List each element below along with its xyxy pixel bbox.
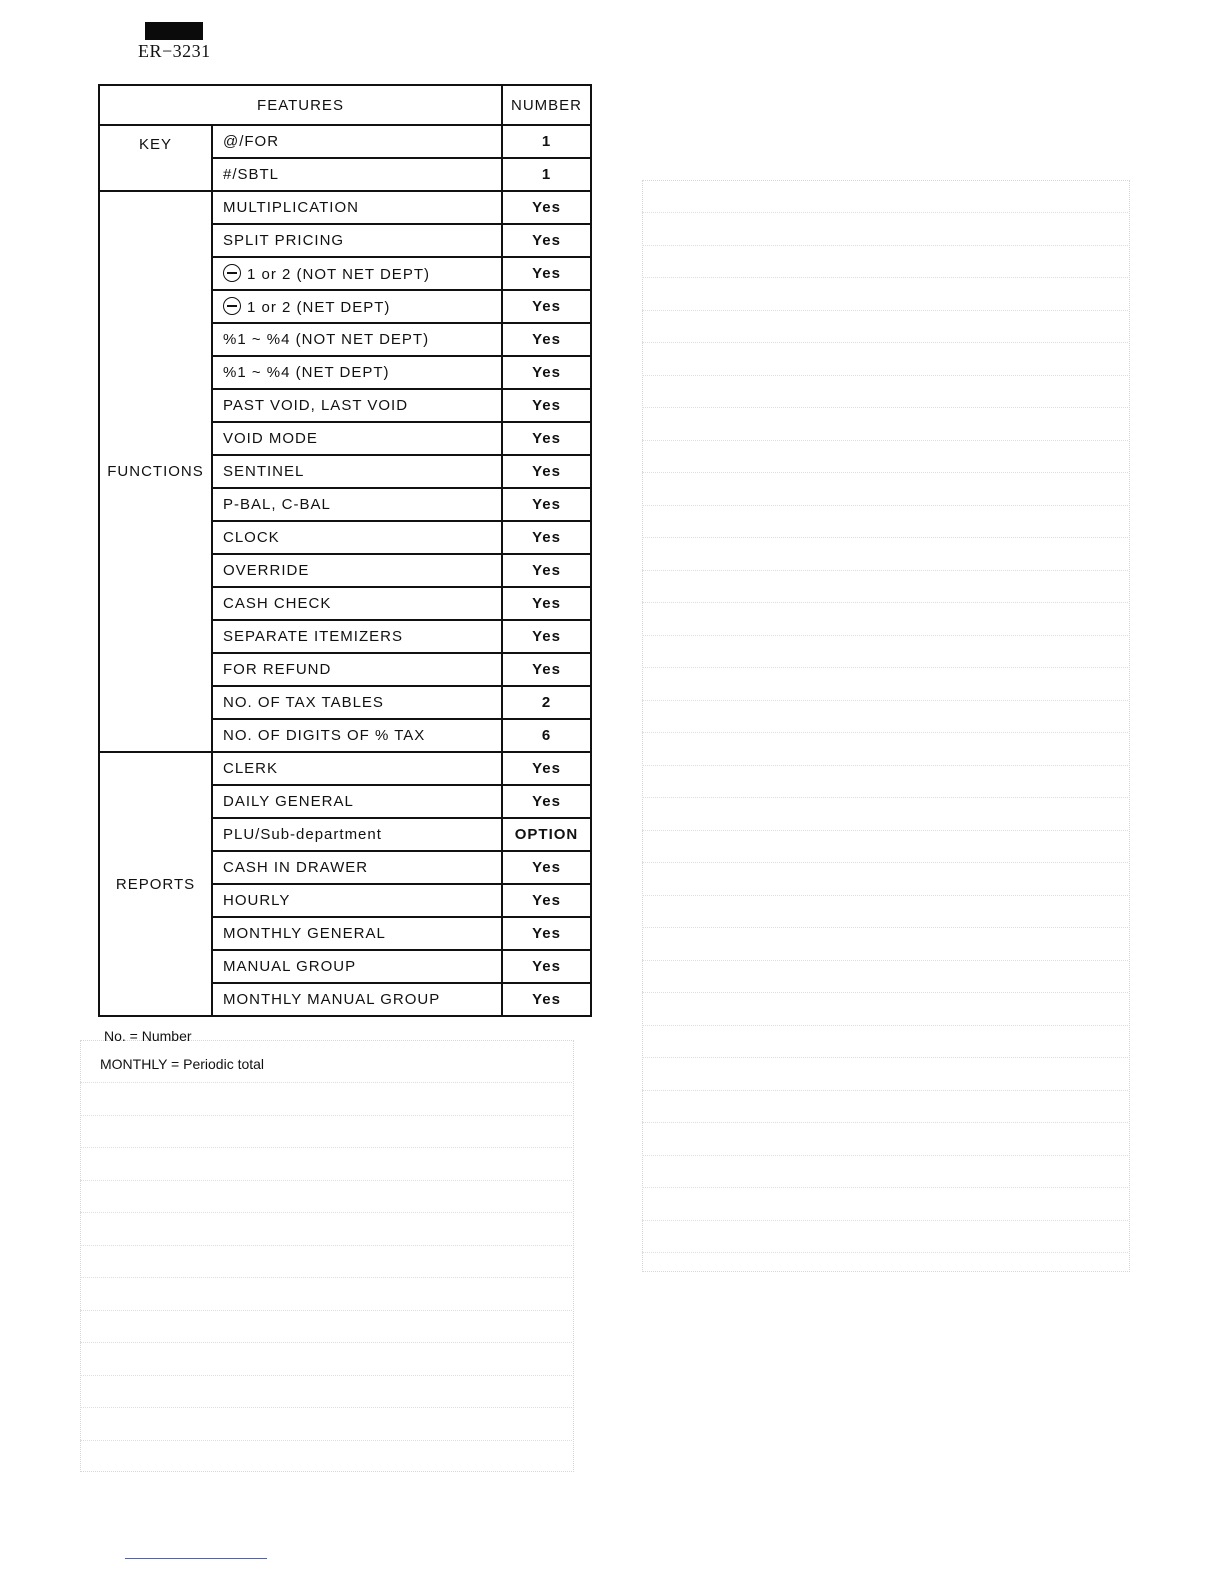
- feature-label: #/SBTL: [223, 166, 280, 183]
- feature-label: DAILY GENERAL: [223, 793, 354, 810]
- feature-cell: [212, 290, 502, 323]
- feature-cell: [212, 224, 502, 257]
- bleed-through-line: [642, 472, 1128, 473]
- feature-cell: [212, 950, 502, 983]
- bleed-through-line: [642, 375, 1128, 376]
- number-cell: OPTION: [502, 818, 591, 851]
- features-table: [98, 84, 592, 1017]
- number-cell: Yes: [502, 884, 591, 917]
- table-row: [99, 191, 591, 224]
- feature-label: FOR REFUND: [223, 661, 332, 678]
- number-cell: 2: [502, 686, 591, 719]
- feature-cell: [212, 587, 502, 620]
- bleed-through-line: [642, 1187, 1128, 1188]
- number-cell: Yes: [502, 422, 591, 455]
- feature-cell: [212, 917, 502, 950]
- feature-cell: [212, 422, 502, 455]
- feature-label: HOURLY: [223, 892, 291, 909]
- feature-cell: [212, 851, 502, 884]
- feature-cell: [212, 125, 502, 158]
- number-cell: 1: [502, 125, 591, 158]
- bleed-through-line: [80, 1407, 572, 1408]
- bleed-through-line: [642, 602, 1128, 603]
- bleed-through-line: [80, 1310, 572, 1311]
- bleed-through-line: [642, 700, 1128, 701]
- bleed-through-line: [642, 1025, 1128, 1026]
- bleed-through-line: [642, 505, 1128, 506]
- bleed-through-line: [642, 862, 1128, 863]
- number-cell: Yes: [502, 323, 591, 356]
- bleed-through-line: [80, 1440, 572, 1441]
- feature-label: MULTIPLICATION: [223, 199, 359, 216]
- feature-cell: [212, 158, 502, 191]
- bleed-through-line: [80, 1082, 572, 1083]
- footnote-number: No. = Number: [104, 1028, 192, 1044]
- feature-label: CASH CHECK: [223, 595, 332, 612]
- bleed-through-line: [642, 570, 1128, 571]
- number-cell: 1: [502, 158, 591, 191]
- footnote-monthly: MONTHLY = Periodic total: [100, 1056, 265, 1072]
- feature-label: NO. OF DIGITS OF % TAX: [223, 727, 426, 744]
- feature-label: CLOCK: [223, 529, 280, 546]
- feature-label: @/FOR: [223, 133, 280, 150]
- bleed-through-line: [642, 1220, 1128, 1221]
- feature-cell: [212, 983, 502, 1016]
- bleed-through-line: [642, 667, 1128, 668]
- feature-label: CLERK: [223, 760, 279, 777]
- feature-cell: [212, 785, 502, 818]
- bleed-through-line: [642, 927, 1128, 928]
- feature-label: %1 ~ %4 (NOT NET DEPT): [223, 331, 430, 348]
- table-header-row: [99, 85, 591, 125]
- feature-cell: [212, 521, 502, 554]
- number-cell: Yes: [502, 521, 591, 554]
- minus-circle-icon: [223, 297, 241, 315]
- feature-label: MONTHLY MANUAL GROUP: [223, 991, 441, 1008]
- feature-label: NO. OF TAX TABLES: [223, 694, 384, 711]
- feature-label: %1 ~ %4 (NET DEPT): [223, 364, 390, 381]
- black-label-block: [145, 22, 203, 40]
- feature-label: 1 or 2 (NET DEPT): [247, 299, 391, 316]
- feature-cell: [212, 455, 502, 488]
- feature-label: CASH IN DRAWER: [223, 859, 369, 876]
- minus-circle-icon: [223, 264, 241, 282]
- bleed-through-line: [642, 245, 1128, 246]
- bleed-through-line: [642, 277, 1128, 278]
- number-cell: Yes: [502, 620, 591, 653]
- bleed-through-line: [80, 1277, 572, 1278]
- feature-label: VOID MODE: [223, 430, 318, 447]
- feature-cell: [212, 488, 502, 521]
- bleed-through-line: [642, 635, 1128, 636]
- features-column-header: FEATURES: [99, 85, 502, 125]
- bleed-through-line: [642, 537, 1128, 538]
- bleed-through-line: [642, 407, 1128, 408]
- bleed-through-line: [642, 1155, 1128, 1156]
- feature-label: MONTHLY GENERAL: [223, 925, 386, 942]
- footer-rule: [125, 1558, 267, 1559]
- bleed-through-line: [642, 342, 1128, 343]
- feature-cell: [212, 620, 502, 653]
- bleed-through-line: [642, 797, 1128, 798]
- bleed-through-line: [642, 895, 1128, 896]
- bleed-through-line: [80, 1375, 572, 1376]
- bleed-through-line: [642, 830, 1128, 831]
- bleed-through-line: [80, 1342, 572, 1343]
- number-cell: Yes: [502, 257, 591, 290]
- bleed-through-line: [642, 960, 1128, 961]
- number-cell: Yes: [502, 983, 591, 1016]
- number-cell: Yes: [502, 554, 591, 587]
- feature-cell: [212, 356, 502, 389]
- bleed-through-line: [642, 212, 1128, 213]
- footnotes: [100, 1022, 264, 1078]
- feature-cell: [212, 323, 502, 356]
- category-cell: FUNCTIONS: [99, 191, 212, 752]
- bleed-through-line: [642, 310, 1128, 311]
- number-cell: Yes: [502, 389, 591, 422]
- number-cell: Yes: [502, 455, 591, 488]
- feature-label: OVERRIDE: [223, 562, 310, 579]
- bleed-through-line: [80, 1180, 572, 1181]
- bleed-through-line: [642, 1090, 1128, 1091]
- feature-label: MANUAL GROUP: [223, 958, 357, 975]
- feature-label: SPLIT PRICING: [223, 232, 345, 249]
- table-row: [99, 125, 591, 158]
- feature-cell: [212, 719, 502, 752]
- bleed-through-line: [80, 1147, 572, 1148]
- number-cell: Yes: [502, 191, 591, 224]
- bleed-through-line: [80, 1245, 572, 1246]
- table-row: [99, 752, 591, 785]
- bleed-through-line: [642, 1252, 1128, 1253]
- feature-cell: [212, 818, 502, 851]
- bleed-through-line: [642, 765, 1128, 766]
- number-cell: Yes: [502, 488, 591, 521]
- feature-label: SENTINEL: [223, 463, 305, 480]
- feature-cell: [212, 191, 502, 224]
- feature-cell: [212, 884, 502, 917]
- number-cell: Yes: [502, 917, 591, 950]
- feature-cell: [212, 389, 502, 422]
- bleed-through-line: [80, 1115, 572, 1116]
- bleed-through-line: [80, 1212, 572, 1213]
- bleed-through-line: [642, 1057, 1128, 1058]
- feature-label: PLU/Sub-department: [223, 826, 382, 843]
- category-cell: REPORTS: [99, 752, 212, 1016]
- bleed-through-line: [642, 732, 1128, 733]
- feature-label: 1 or 2 (NOT NET DEPT): [247, 266, 430, 283]
- number-column-header: NUMBER: [502, 85, 591, 125]
- number-cell: Yes: [502, 950, 591, 983]
- category-cell: KEY: [99, 125, 212, 191]
- number-cell: Yes: [502, 587, 591, 620]
- feature-cell: [212, 554, 502, 587]
- feature-cell: [212, 686, 502, 719]
- feature-label: PAST VOID, LAST VOID: [223, 397, 409, 414]
- model-number: ER−3231: [138, 41, 211, 61]
- bleed-through-line: [642, 440, 1128, 441]
- feature-label: SEPARATE ITEMIZERS: [223, 628, 403, 645]
- feature-cell: [212, 653, 502, 686]
- number-cell: Yes: [502, 785, 591, 818]
- feature-cell: [212, 752, 502, 785]
- number-cell: Yes: [502, 653, 591, 686]
- number-cell: 6: [502, 719, 591, 752]
- bleed-through-table-right: [642, 180, 1130, 1272]
- bleed-through-line: [642, 1122, 1128, 1123]
- number-cell: Yes: [502, 290, 591, 323]
- number-cell: Yes: [502, 224, 591, 257]
- number-cell: Yes: [502, 851, 591, 884]
- bleed-through-line: [642, 992, 1128, 993]
- feature-cell: [212, 257, 502, 290]
- number-cell: Yes: [502, 356, 591, 389]
- number-cell: Yes: [502, 752, 591, 785]
- feature-label: P-BAL, C-BAL: [223, 496, 331, 513]
